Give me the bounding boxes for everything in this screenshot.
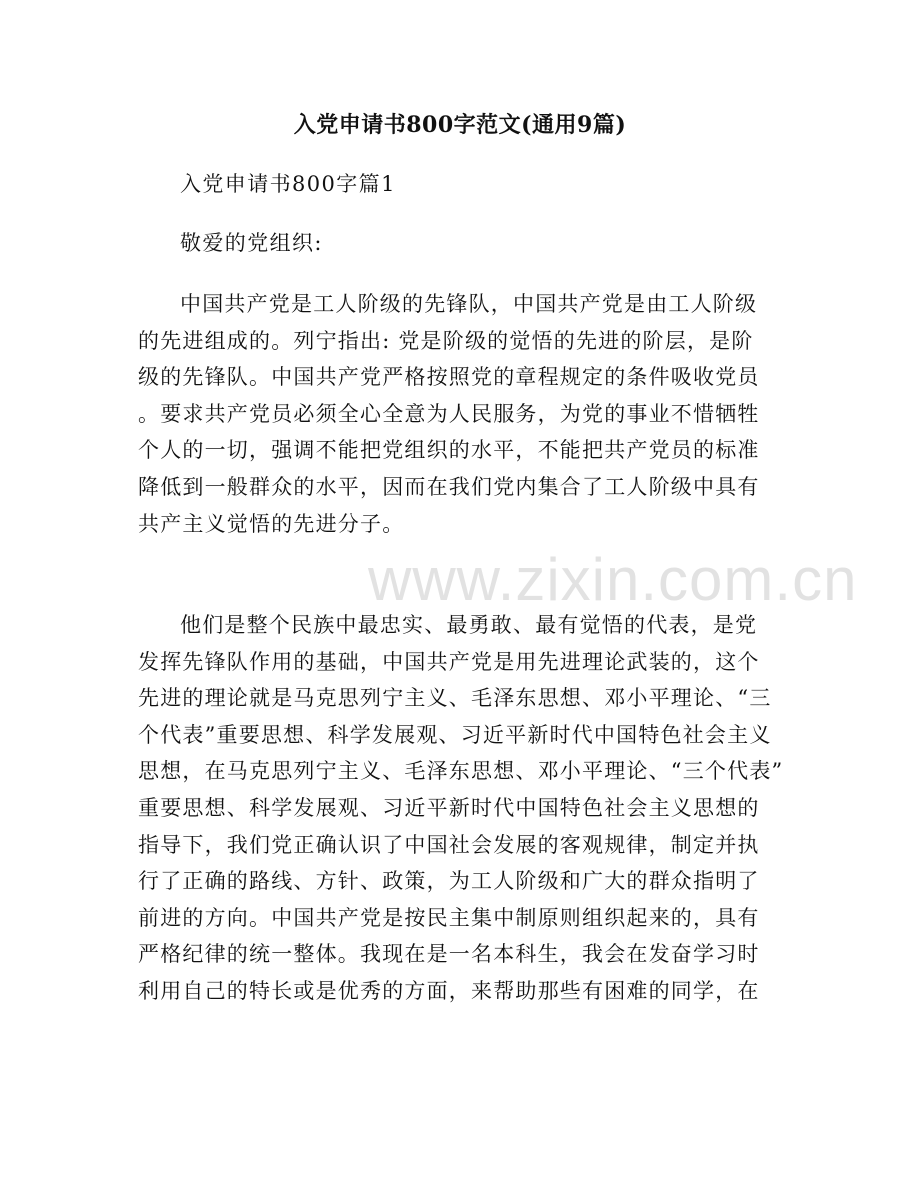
paragraph-line: 的先进组成的。列宁指出: 党是阶级的觉悟的先进的阶层，是阶 xyxy=(138,328,754,353)
paragraph-line: 利用自己的特长或是优秀的方面，来帮助那些有困难的同学，在 xyxy=(138,978,760,1003)
document-title: 入党申请书800字范文(通用9篇) xyxy=(293,112,627,138)
paragraph-2 xyxy=(138,607,784,1010)
salutation: 敬爱的党组织: xyxy=(180,231,323,255)
paragraph-1 xyxy=(138,286,778,542)
paragraph-line: 他们是整个民族中最忠实、最勇敢、最有觉悟的代表，是党 xyxy=(180,613,758,637)
paragraph-line: 发挥先锋队作用的基础，中国共产党是用先进理论武装的，这个 xyxy=(138,649,760,674)
paragraph-line: 严格纪律的统一整体。我现在是一名本科生，我会在发奋学习时 xyxy=(138,942,760,967)
paragraph-line: 中国共产党是工人阶级的先锋队，中国共产党是由工人阶级 xyxy=(180,292,758,316)
paragraph-line: 重要思想、科学发展观、习近平新时代中国特色社会主义思想的 xyxy=(138,795,760,820)
paragraph-line: 。要求共产党员必须全心全意为人民服务，为党的事业不惜牺牲 xyxy=(138,401,760,426)
paragraph-line: 共产主义觉悟的先进分子。 xyxy=(138,511,405,536)
paragraph-line: 降低到一般群众的水平，因而在我们党内集合了工人阶级中具有 xyxy=(138,474,760,499)
paragraph-line: 指导下，我们党正确认识了中国社会发展的客观规律，制定并执 xyxy=(138,832,760,857)
paragraph-line: 前进的方向。中国共产党是按民主集中制原则组织起来的，具有 xyxy=(138,905,760,930)
paragraph-line: 思想，在马克思列宁主义、毛泽东思想、邓小平理论、“三个代表” xyxy=(138,759,784,784)
paragraph-line: 个代表”重要思想、科学发展观、习近平新时代中国特色社会主义 xyxy=(138,722,772,747)
paragraph-line: 先进的理论就是马克思列宁主义、毛泽东思想、邓小平理论、“三 xyxy=(138,686,772,711)
paragraph-line: 行了正确的路线、方针、政策，为工人阶级和广大的群众指明了 xyxy=(138,869,760,894)
watermark-text: www.zixin.com.cn xyxy=(368,546,858,613)
paragraph-line: 个人的一切，强调不能把党组织的水平，不能把共产党员的标准 xyxy=(138,438,760,463)
section-heading: 入党申请书800字篇1 xyxy=(180,172,396,196)
paragraph-line: 级的先锋队。中国共产党严格按照党的章程规定的条件吸收党员 xyxy=(138,365,760,390)
